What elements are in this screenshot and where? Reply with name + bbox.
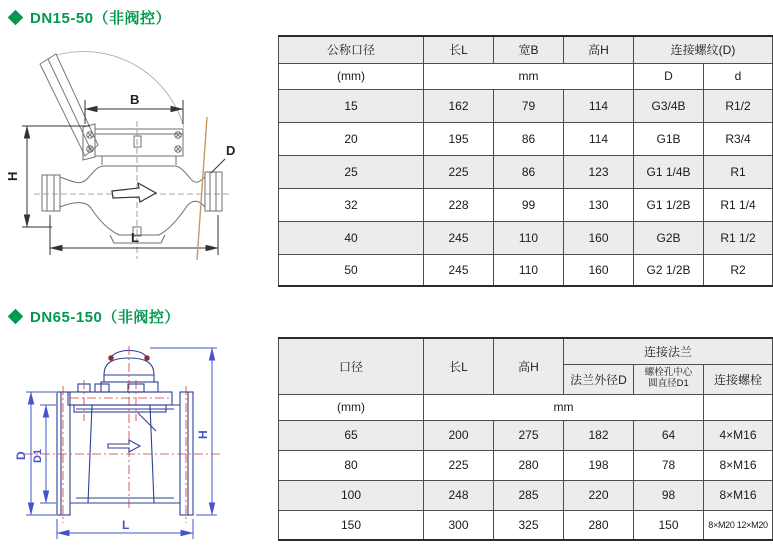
table-cell: 245: [424, 221, 494, 254]
header-thread: 连接螺纹(D): [634, 36, 773, 63]
section2-title-text: DN65-150（非阀控）: [30, 309, 180, 326]
table-cell: 325: [494, 510, 564, 540]
subheader-bolts: 连接螺栓: [704, 364, 773, 394]
table-cell: 198: [564, 450, 634, 480]
table-cell: 280: [494, 450, 564, 480]
subheader-d: d: [704, 63, 773, 89]
table-cell: 86: [494, 155, 564, 188]
table-cell: 99: [494, 188, 564, 221]
table-cell: R1/2: [704, 89, 773, 122]
table-cell: 4×M16: [704, 420, 773, 450]
header-length: 长L: [424, 36, 494, 63]
table-cell: R1 1/4: [704, 188, 773, 221]
table-row: [279, 155, 773, 188]
table-cell: G1 1/2B: [634, 188, 704, 221]
table-cell: 8×M16: [704, 480, 773, 510]
table-cell: G1 1/4B: [634, 155, 704, 188]
table-cell: 220: [564, 480, 634, 510]
dim-label-H: H: [196, 430, 210, 439]
header-height: 高H: [564, 36, 634, 63]
table-row: [279, 254, 773, 286]
table-cell: 50: [279, 254, 424, 286]
table-cell: 65: [279, 420, 424, 450]
table-cell: 200: [424, 420, 494, 450]
table-row: [279, 480, 773, 510]
header-height: 高H: [494, 338, 564, 394]
table-cell: 64: [634, 420, 704, 450]
table-row: [279, 510, 773, 540]
dim-label-L: L: [122, 518, 130, 532]
table-cell: 114: [564, 122, 634, 155]
table-cell: G2B: [634, 221, 704, 254]
table-cell: 32: [279, 188, 424, 221]
table-cell: 225: [424, 450, 494, 480]
table-row: [279, 188, 773, 221]
table-cell: 8×M16: [704, 450, 773, 480]
table-cell: 98: [634, 480, 704, 510]
table-row: [279, 450, 773, 480]
table-cell: 79: [494, 89, 564, 122]
unit-cell: mm: [424, 63, 634, 89]
table-cell: 245: [424, 254, 494, 286]
dn65-150-drawing: [0, 333, 270, 545]
meter-lid-open: [40, 52, 184, 156]
dimension-H: [150, 348, 217, 515]
table-cell: 300: [424, 510, 494, 540]
subheader-bolt-circle: [634, 364, 704, 394]
centerlines-red: [24, 346, 220, 523]
table-cell: 285: [494, 480, 564, 510]
dn15-50-dimension-table: [278, 35, 773, 287]
table-cell: 182: [564, 420, 634, 450]
table-cell: 15: [279, 89, 424, 122]
table-cell: R2: [704, 254, 773, 286]
dn15-50-drawing: [0, 28, 270, 292]
table-cell: 195: [424, 122, 494, 155]
dimension-D: [211, 143, 235, 173]
table-row: [279, 221, 773, 254]
flow-arrow-icon: [112, 183, 156, 202]
dim-label-D1: D1: [32, 448, 44, 463]
table-cell: 80: [279, 450, 424, 480]
table-cell: 228: [424, 188, 494, 221]
table-cell: 110: [494, 221, 564, 254]
flow-arrow-icon: [108, 440, 140, 452]
table-cell: 100: [279, 480, 424, 510]
meter-body-flanged: [57, 392, 193, 515]
table-cell: G2 1/2B: [634, 254, 704, 286]
dim-label-D: D: [226, 143, 236, 158]
empty-cell: [704, 394, 773, 420]
table-cell: 160: [564, 221, 634, 254]
bolt-circle-line2: 圆直径D1: [648, 378, 689, 389]
table-cell: R1: [704, 155, 773, 188]
unit-cell: (mm): [279, 394, 424, 420]
header-flange-connection: 连接法兰: [564, 338, 773, 364]
section1-title: [10, 7, 171, 28]
table-cell: 78: [634, 450, 704, 480]
header-length: 长L: [424, 338, 494, 394]
table-cell: 248: [424, 480, 494, 510]
dim-label-H: H: [5, 171, 20, 181]
unit-cell: mm: [424, 394, 704, 420]
dim-label-L: L: [131, 230, 139, 245]
dim-label-D: D: [14, 451, 28, 460]
header-width: 宽B: [494, 36, 564, 63]
dim-label-B: B: [130, 92, 140, 107]
table-cell: 150: [634, 510, 704, 540]
table-cell: G1B: [634, 122, 704, 155]
table-cell: 86: [494, 122, 564, 155]
section1-title-text: DN15-50（非阀控）: [30, 10, 172, 27]
table-cell: 150: [279, 510, 424, 540]
table-cell: 225: [424, 155, 494, 188]
table-cell: 25: [279, 155, 424, 188]
table-cell: 20: [279, 122, 424, 155]
table-cell: 130: [564, 188, 634, 221]
unit-cell: (mm): [279, 63, 424, 89]
dimension-L: [50, 215, 218, 255]
subheader-flange-od: 法兰外径D: [564, 364, 634, 394]
bolt-circle-line1: 螺栓孔中心: [644, 367, 693, 379]
table-cell: 275: [494, 420, 564, 450]
dimension-L: [57, 518, 193, 539]
header-diameter: 口径: [279, 338, 424, 394]
table-cell: 8×M20 12×M20: [704, 510, 773, 540]
table-cell: G3/4B: [634, 89, 704, 122]
dn65-150-dimension-table: [278, 337, 773, 541]
diamond-bullet-icon: [8, 309, 24, 325]
table-cell: 114: [564, 89, 634, 122]
diamond-bullet-icon: [8, 10, 24, 26]
table-row: [279, 122, 773, 155]
dimension-B: [85, 92, 183, 124]
table-cell: R1 1/2: [704, 221, 773, 254]
header-nominal-diameter: 公称口径: [279, 36, 424, 63]
section2-title: [10, 306, 180, 327]
table-cell: 280: [564, 510, 634, 540]
table-cell: 40: [279, 221, 424, 254]
meter-register: [83, 124, 183, 160]
table-cell: 110: [494, 254, 564, 286]
table-row: [279, 420, 773, 450]
table-cell: 160: [564, 254, 634, 286]
subheader-D: D: [634, 63, 704, 89]
table-cell: 162: [424, 89, 494, 122]
table-cell: 123: [564, 155, 634, 188]
table-cell: R3/4: [704, 122, 773, 155]
table-row: [279, 89, 773, 122]
